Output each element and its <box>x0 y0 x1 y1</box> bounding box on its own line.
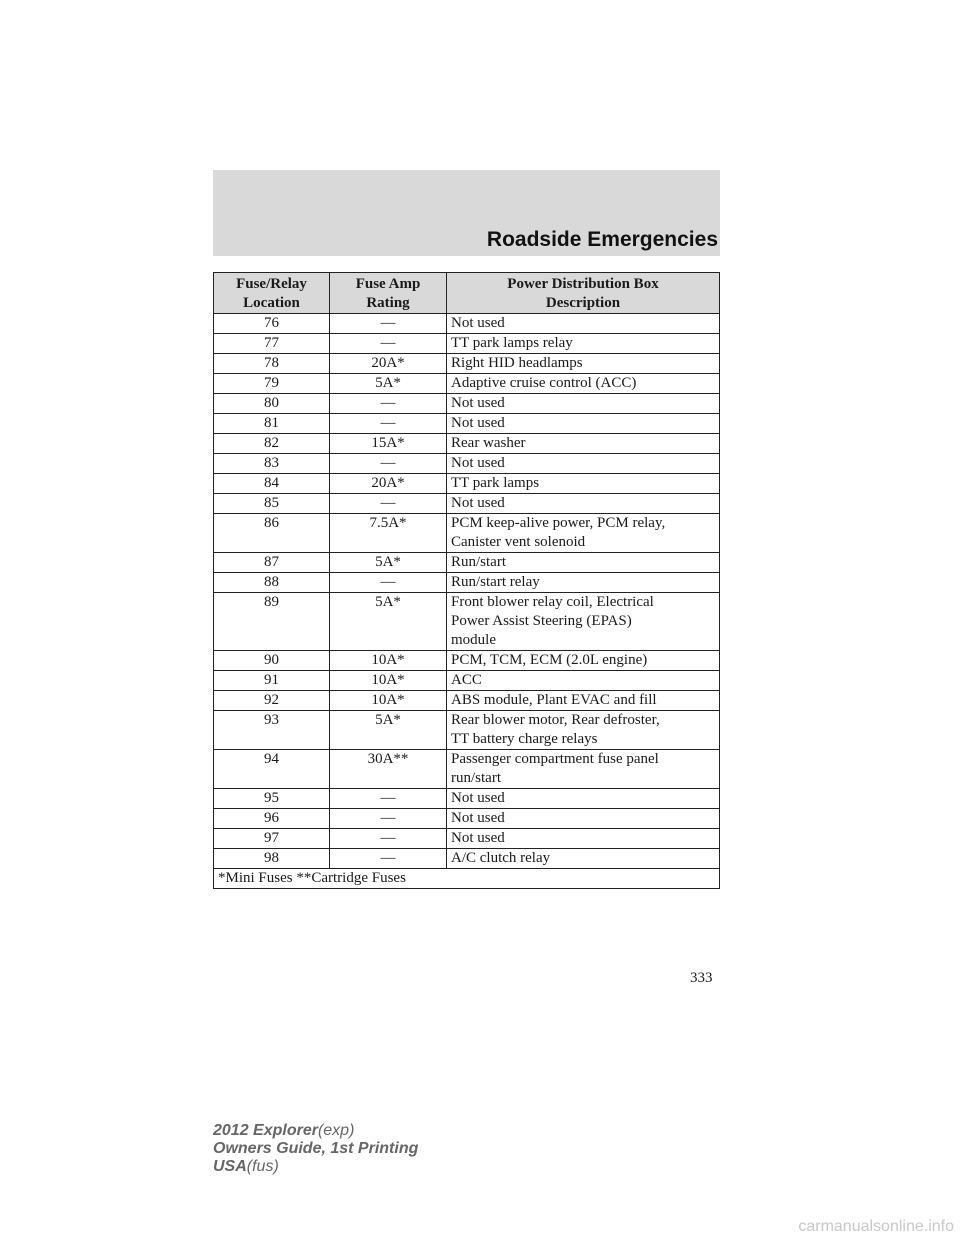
cell-rating: 10A* <box>330 691 447 711</box>
cell-description: Not used <box>447 414 720 434</box>
cell-description: Not used <box>447 789 720 809</box>
table-row <box>214 394 720 414</box>
footnote-row <box>214 869 720 889</box>
cell-rating: 20A* <box>330 474 447 494</box>
cell-description: Right HID headlamps <box>447 354 720 374</box>
cell-location: 97 <box>214 829 330 849</box>
cell-rating: — <box>330 394 447 414</box>
cell-rating: — <box>330 414 447 434</box>
cell-description: Front blower relay coil, Electrical Power Assist Steering (EPAS) module <box>447 593 720 651</box>
cell-rating: 10A* <box>330 651 447 671</box>
cell-rating: 15A* <box>330 434 447 454</box>
cell-rating: — <box>330 314 447 334</box>
table-row <box>214 314 720 334</box>
column-header-location: Fuse/Relay Location <box>214 273 330 314</box>
cell-rating: 5A* <box>330 553 447 573</box>
cell-description: Adaptive cruise control (ACC) <box>447 374 720 394</box>
cell-location: 87 <box>214 553 330 573</box>
cell-description: Run/start relay <box>447 573 720 593</box>
cell-description: Not used <box>447 394 720 414</box>
table-row <box>214 434 720 454</box>
cell-location: 78 <box>214 354 330 374</box>
cell-rating: 5A* <box>330 711 447 750</box>
cell-description: Not used <box>447 314 720 334</box>
table-row <box>214 829 720 849</box>
table-row <box>214 593 720 651</box>
section-header-band <box>213 170 720 256</box>
table-row <box>214 494 720 514</box>
table-row <box>214 691 720 711</box>
table-row <box>214 474 720 494</box>
cell-description: Run/start <box>447 553 720 573</box>
cell-location: 93 <box>214 711 330 750</box>
table-row <box>214 354 720 374</box>
cell-location: 76 <box>214 314 330 334</box>
cell-description: PCM, TCM, ECM (2.0L engine) <box>447 651 720 671</box>
table-row <box>214 711 720 750</box>
cell-description: TT park lamps relay <box>447 334 720 354</box>
cell-description: ACC <box>447 671 720 691</box>
cell-rating: — <box>330 789 447 809</box>
table-row <box>214 553 720 573</box>
cell-description: A/C clutch relay <box>447 849 720 869</box>
column-header-description: Power Distribution Box Description <box>447 273 720 314</box>
cell-location: 95 <box>214 789 330 809</box>
cell-rating: 30A** <box>330 750 447 789</box>
section-title: Roadside Emergencies <box>486 228 718 251</box>
imprint-line-3 <box>213 1158 418 1176</box>
table-row <box>214 334 720 354</box>
cell-location: 83 <box>214 454 330 474</box>
cell-rating: — <box>330 809 447 829</box>
cell-rating: — <box>330 849 447 869</box>
cell-location: 84 <box>214 474 330 494</box>
imprint-line-2: Owners Guide, 1st Printing <box>213 1140 419 1157</box>
table-row <box>214 414 720 434</box>
table-body <box>214 314 720 869</box>
cell-rating: — <box>330 454 447 474</box>
imprint-block <box>213 1122 418 1176</box>
cell-rating: 20A* <box>330 354 447 374</box>
table-row <box>214 750 720 789</box>
cell-location: 90 <box>214 651 330 671</box>
cell-location: 81 <box>214 414 330 434</box>
cell-location: 86 <box>214 514 330 553</box>
column-header-rating: Fuse Amp Rating <box>330 273 447 314</box>
cell-location: 96 <box>214 809 330 829</box>
cell-description: Rear washer <box>447 434 720 454</box>
cell-description: ABS module, Plant EVAC and fill <box>447 691 720 711</box>
table-row <box>214 809 720 829</box>
cell-location: 98 <box>214 849 330 869</box>
table-footnote: *Mini Fuses **Cartridge Fuses <box>214 869 720 889</box>
cell-rating: — <box>330 829 447 849</box>
cell-location: 85 <box>214 494 330 514</box>
cell-description: Not used <box>447 494 720 514</box>
page-number: 333 <box>690 970 713 986</box>
imprint-line-1 <box>213 1122 418 1140</box>
table-row <box>214 454 720 474</box>
imprint-market: USA <box>213 1158 247 1175</box>
imprint-market-code: (fus) <box>246 1158 279 1175</box>
table-row <box>214 789 720 809</box>
cell-location: 94 <box>214 750 330 789</box>
cell-description: PCM keep-alive power, PCM relay, Canister vent solenoid <box>447 514 720 553</box>
table-row <box>214 573 720 593</box>
table-row <box>214 514 720 553</box>
imprint-model-code: (exp) <box>317 1122 355 1139</box>
cell-rating: 7.5A* <box>330 514 447 553</box>
cell-location: 79 <box>214 374 330 394</box>
table-row <box>214 651 720 671</box>
table-header-row <box>214 273 720 314</box>
watermark: carmanualsonline.info <box>798 1218 954 1235</box>
fuse-table <box>213 272 720 889</box>
cell-rating: — <box>330 334 447 354</box>
cell-description: TT park lamps <box>447 474 720 494</box>
cell-rating: 5A* <box>330 374 447 394</box>
cell-rating: 10A* <box>330 671 447 691</box>
cell-location: 92 <box>214 691 330 711</box>
imprint-model: 2012 Explorer <box>213 1122 318 1139</box>
cell-location: 89 <box>214 593 330 651</box>
cell-location: 77 <box>214 334 330 354</box>
table-row <box>214 374 720 394</box>
cell-description: Rear blower motor, Rear defroster, TT battery charge relays <box>447 711 720 750</box>
cell-location: 80 <box>214 394 330 414</box>
cell-rating: 5A* <box>330 593 447 651</box>
cell-description: Not used <box>447 829 720 849</box>
cell-rating: — <box>330 573 447 593</box>
cell-location: 88 <box>214 573 330 593</box>
table-row <box>214 671 720 691</box>
cell-rating: — <box>330 494 447 514</box>
cell-description: Not used <box>447 809 720 829</box>
cell-description: Passenger compartment fuse panel run/start <box>447 750 720 789</box>
cell-location: 82 <box>214 434 330 454</box>
cell-description: Not used <box>447 454 720 474</box>
cell-location: 91 <box>214 671 330 691</box>
table-row <box>214 849 720 869</box>
